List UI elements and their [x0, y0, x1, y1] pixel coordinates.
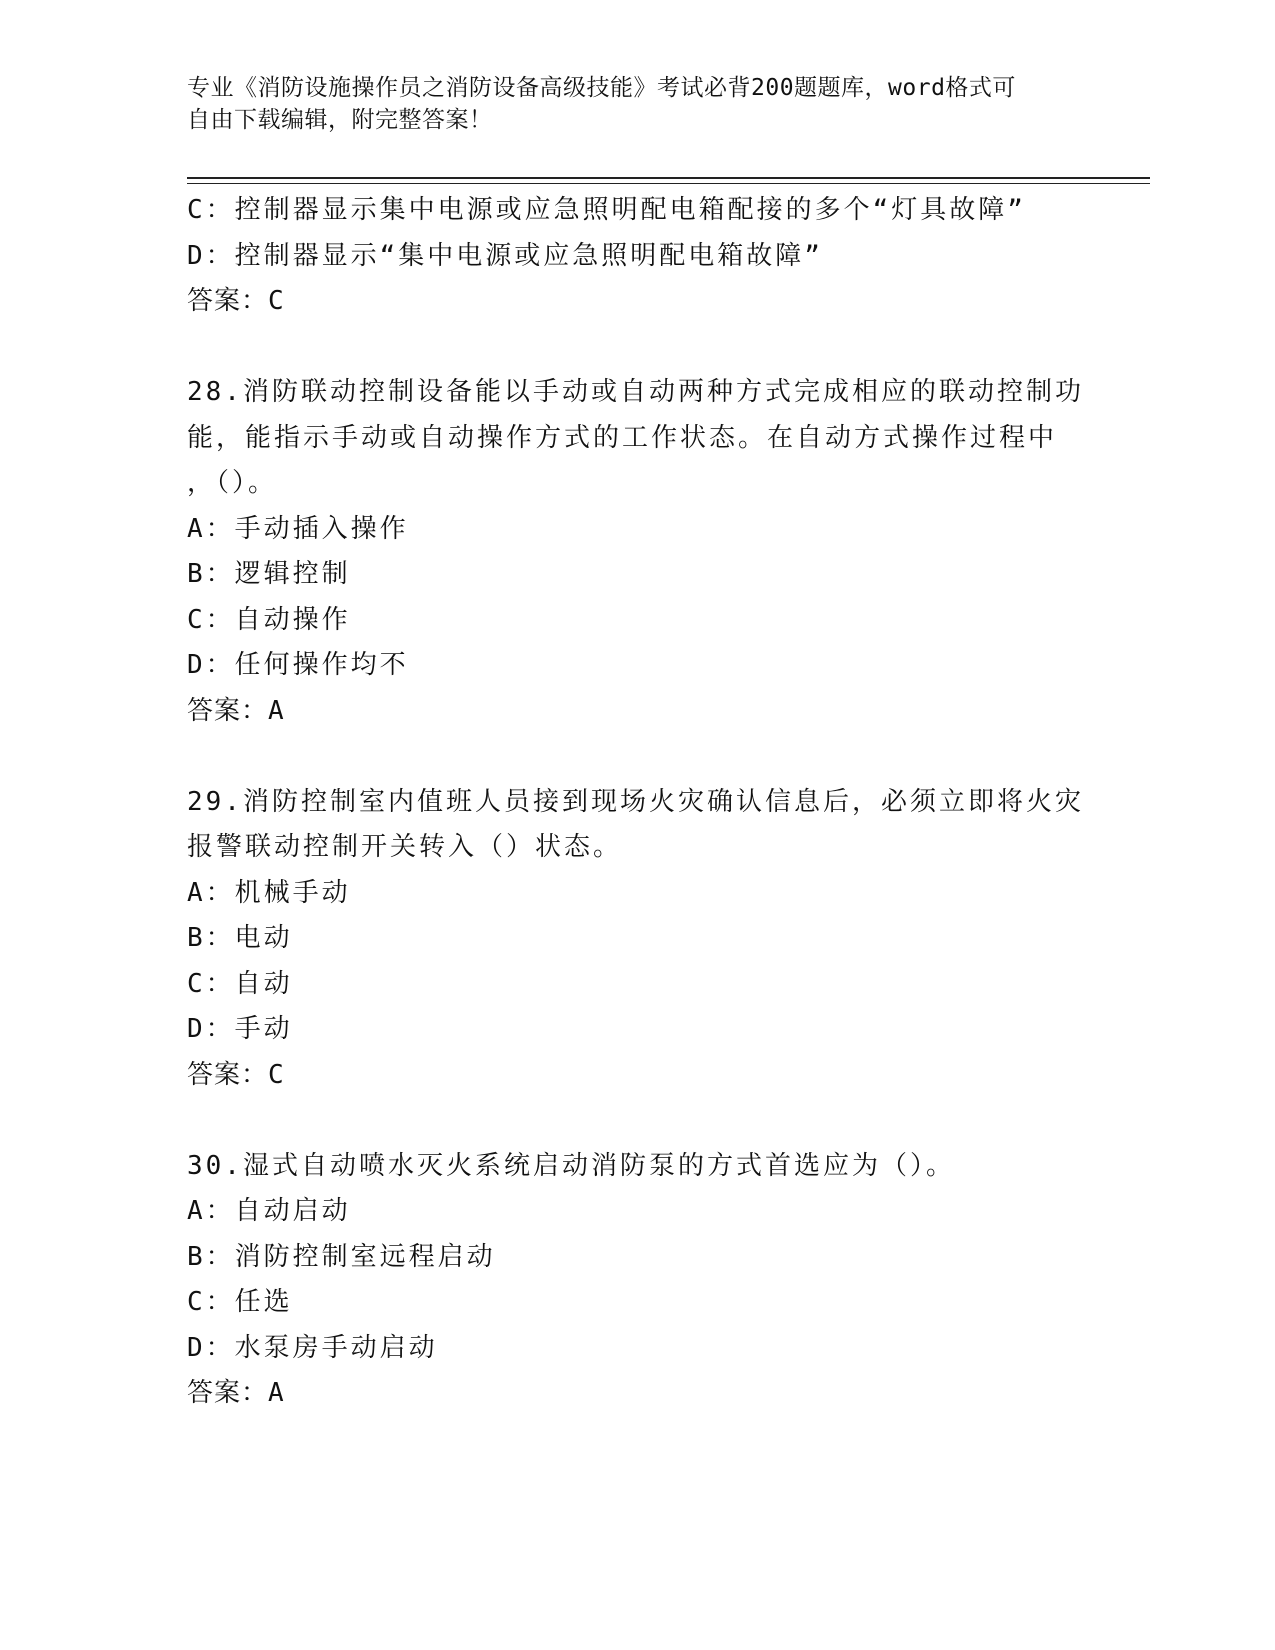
option-c: C：自动	[187, 968, 293, 999]
header-line-1: 专业《消防设施操作员之消防设备高级技能》考试必背200题题库，word格式可	[187, 75, 1016, 101]
answer: 答案：C	[187, 286, 285, 316]
option-d: D：水泵房手动启动	[187, 1332, 438, 1363]
answer: 答案：C	[187, 1059, 285, 1090]
header-line-2: 自由下载编辑，附完整答案！	[187, 107, 493, 133]
question-stem-line: 能，能指示手动或自动操作方式的工作状态。在自动方式操作过程中	[187, 422, 1058, 453]
option-d: D：手动	[187, 1014, 293, 1044]
question-stem-line: 30.湿式自动喷水灭火系统启动消防泵的方式首选应为（）。	[187, 1150, 955, 1181]
header-divider-thin	[187, 183, 1150, 184]
question-stem-line: 28.消防联动控制设备能以手动或自动两种方式完成相应的联动控制功	[187, 377, 1084, 407]
option-b: B：消防控制室远程启动	[187, 1241, 496, 1272]
option-a: A：手动插入操作	[187, 513, 409, 544]
option-b: B：逻辑控制	[187, 559, 351, 589]
page-header	[187, 72, 1067, 136]
option-c: C：控制器显示集中电源或应急照明配电箱配接的多个“灯具故障”	[187, 195, 1026, 225]
answer: 答案：A	[187, 695, 285, 726]
spacer	[187, 325, 1087, 371]
option-b: B：电动	[187, 923, 293, 953]
question-28	[187, 370, 1087, 734]
option-a: A：机械手动	[187, 877, 351, 908]
option-d: D：控制器显示“集中电源或应急照明配电箱故障”	[187, 240, 823, 271]
question-stem-line: 报警联动控制开关转入（）状态。	[187, 832, 623, 862]
question-stem-line: 29.消防控制室内值班人员接到现场火灾确认信息后，必须立即将火灾	[187, 786, 1084, 817]
option-c: C：任选	[187, 1287, 293, 1317]
question-27	[187, 188, 1087, 325]
answer: 答案：A	[187, 1378, 285, 1408]
spacer	[187, 734, 1087, 780]
question-content	[187, 188, 1087, 1417]
header-divider-thick	[187, 177, 1150, 179]
option-a: A：自动启动	[187, 1196, 351, 1226]
question-30	[187, 1144, 1087, 1417]
question-29	[187, 780, 1087, 1099]
option-d: D：任何操作均不	[187, 650, 409, 680]
question-stem-line: ，（）。	[187, 468, 278, 498]
option-c: C：自动操作	[187, 604, 351, 635]
spacer	[187, 1098, 1087, 1144]
